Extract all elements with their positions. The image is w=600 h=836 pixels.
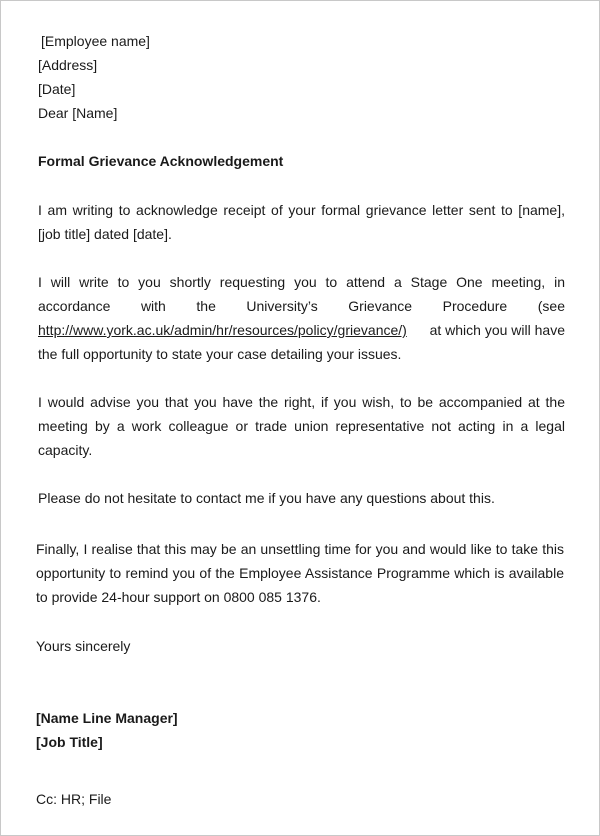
paragraph-1-line-1: I am writing to acknowledge receipt of your formal grievance letter sent to [name],	[38, 202, 565, 218]
signature-name: [Name Line Manager]	[36, 710, 178, 726]
paragraph-5-line-3: to provide 24-hour support on 0800 085 1376.	[36, 589, 321, 605]
paragraph-2-line-2	[38, 294, 565, 318]
word: the	[196, 298, 216, 314]
salutation: Dear [Name]	[38, 105, 118, 121]
paragraph-2	[38, 270, 565, 366]
paragraph-1	[38, 198, 565, 246]
date: [Date]	[38, 81, 76, 97]
paragraph-3-line-3: capacity.	[38, 442, 93, 458]
paragraph-2-line-3	[38, 318, 565, 342]
paragraph-1-line-2: [job title] dated [date].	[38, 226, 172, 242]
paragraph-5-line-2: opportunity to remind you of the Employee Assistance Programme which is available	[36, 565, 564, 581]
word: University’s	[246, 298, 318, 314]
word: Grievance	[348, 298, 413, 314]
word: with	[140, 298, 166, 314]
paragraph-2-line-1: I will write to you shortly requesting you to attend a Stage One meeting, in	[38, 274, 565, 290]
paragraph-5-line-1: Finally, I realise that this may be an unsettling time for you and would like to take this	[36, 541, 564, 557]
paragraph-3	[38, 390, 565, 462]
paragraph-3-line-1: I would advise you that you have the right, if you wish, to be accompanied at the	[38, 394, 565, 410]
paragraph-4: Please do not hesitate to contact me if you have any questions about this.	[38, 490, 495, 506]
cc-line: Cc: HR; File	[36, 791, 112, 807]
address: [Address]	[38, 57, 98, 73]
grievance-policy-link[interactable]: http://www.york.ac.uk/admin/hr/resources/policy/grievance/)	[38, 322, 407, 338]
word: Procedure	[442, 298, 508, 314]
closing: Yours sincerely	[36, 638, 131, 654]
signature-title: [Job Title]	[36, 734, 103, 750]
paragraph-3-line-2: meeting by a work colleague or trade union representative not acting in a legal	[38, 418, 565, 434]
word: accordance	[38, 298, 111, 314]
subject-line: Formal Grievance Acknowledgement	[38, 153, 284, 169]
employee-name: [Employee name]	[41, 33, 150, 49]
paragraph-2-line-4: the full opportunity to state your case detailing your issues.	[38, 346, 402, 362]
paragraph-2-line-3-tail: at which you will have	[429, 322, 565, 338]
word: (see	[537, 298, 565, 314]
paragraph-5	[36, 537, 564, 609]
